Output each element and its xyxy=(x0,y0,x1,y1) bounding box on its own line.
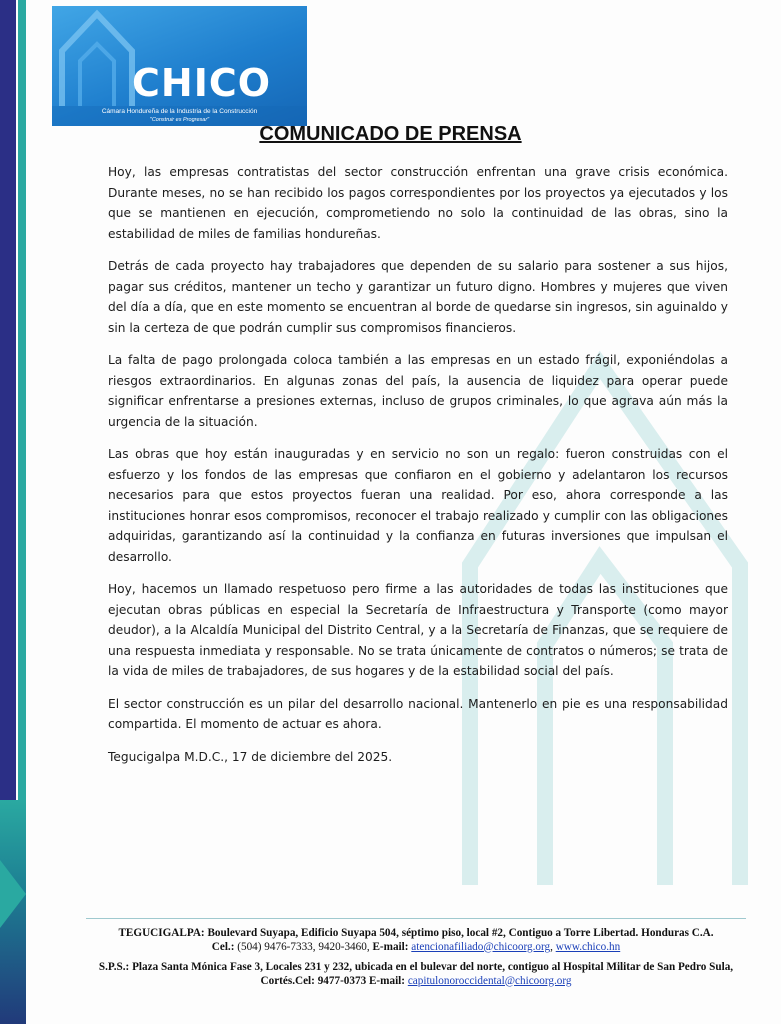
sps-email-label: E-mail: xyxy=(368,974,406,987)
tgu-cel: (504) 9476-7333, 9420-3460, xyxy=(234,940,373,953)
footer-contact xyxy=(78,927,754,995)
website-link[interactable]: www.chico.hn xyxy=(555,940,621,953)
left-bottom-notch xyxy=(0,860,26,928)
tgu-cel-label: Cel.: xyxy=(211,940,235,953)
paragraph-4: Las obras que hoy están inauguradas y en servicio no son un regalo: fueron construidas con el esfuerzo y los fondos de las empresas que confiaron en el gobierno y adelantaron los recursos necesarios para que estos proyectos fueran una realidad. Por eso, ahora corresponde a las instituciones honrar esos compromisos, reconocer el trabajo realizado y cumplir con las obligaciones adquiridas, garantizando así la continuidad y la confianza en futuras inversiones que impulsan el desarrollo. xyxy=(108,447,728,564)
paragraph-3: La falta de pago prolongada coloca también a las empresas en un estado frágil, exponiéndolas a riesgos extraordinarios. En algunas zonas del país, la ausencia de liquidez para operar puede significar enfrentarse a presiones externas, incluso de grupos criminales, lo que agrava aún más la urgencia de la situación. xyxy=(108,353,728,429)
sps-address: Plaza Santa Mónica Fase 3, Locales 231 y 232, ubicada en el bulevar del norte, contiguo al Hospital Militar de San Pedro Sula, Cortés. xyxy=(129,961,734,987)
sps-cel: 9477-0373 xyxy=(314,974,369,987)
paragraph-2: Detrás de cada proyecto hay trabajadores que dependen de su salario para sostener a sus hijos, pagar sus créditos, mantener un techo y garantizar un futuro digno. Hombres y mujeres que viven del día a día, que en este momento se encuentran al borde de quedarse sin ingresos, sin aguinaldo y sin la certeza de que podrán cumplir sus compromisos financieros. xyxy=(108,259,728,335)
chico-logo xyxy=(52,6,307,126)
sps-label: S.P.S.: xyxy=(98,961,130,973)
sps-cel-label: Cel: xyxy=(295,974,315,987)
tgu-label: TEGUCIGALPA: xyxy=(118,927,205,939)
paragraph-5: Hoy, hacemos un llamado respetuoso pero firme a las autoridades de todas las instituciones que ejecutan obras públicas en especial la Secretaría de Infraestructura y Transporte (como mayor deudor), a la Alcaldía Municipal del Distrito Central, y a la Secretaría de Finanzas, que se requiere de una respuesta inmediata y responsable. No se trata únicamente de contratos o números; se trata de la vida de miles de trabajadores, de sus hogares y de la estabilidad social del país. xyxy=(108,582,728,678)
paragraph-1: Hoy, las empresas contratistas del sector construcción enfrentan una grave crisis económica. Durante meses, no se han recibido los pagos correspondientes por los proyectos ya ejecutados y los que se mantienen en ejecución, comprometiendo no solo la continuidad de las obras, sino la estabilidad de miles de familias hondureñas. xyxy=(108,165,728,241)
press-release-body xyxy=(108,162,728,779)
tgu-sep: , xyxy=(550,940,556,953)
paragraph-6: El sector construcción es un pilar del desarrollo nacional. Mantenerlo en pie es una responsabilidad compartida. El momento de actuar es ahora. xyxy=(108,696,728,731)
sps-email-link[interactable]: capitulonoroccidental@chicoorg.org xyxy=(407,974,572,987)
page-title: COMUNICADO DE PRENSA xyxy=(259,123,522,145)
logo-slogan: "Construir es Progresar" xyxy=(149,117,210,123)
date-line: Tegucigalpa M.D.C., 17 de diciembre del 2025. xyxy=(108,749,393,764)
logo-subtitle: Cámara Hondureña de la Industria de la Construcción xyxy=(101,108,258,115)
logo-name: CHICO xyxy=(132,61,272,105)
tgu-email-label: E-mail: xyxy=(372,940,409,953)
footer-divider xyxy=(86,918,746,919)
tgu-email-link[interactable]: atencionafiliado@chicoorg.org xyxy=(411,940,551,953)
footer-tegucigalpa xyxy=(78,927,754,954)
footer-san-pedro-sula xyxy=(78,961,754,988)
tgu-address: Boulevard Suyapa, Edificio Suyapa 504, séptimo piso, local #2, Contiguo a Torre Libertad. Honduras C.A. xyxy=(204,927,714,939)
